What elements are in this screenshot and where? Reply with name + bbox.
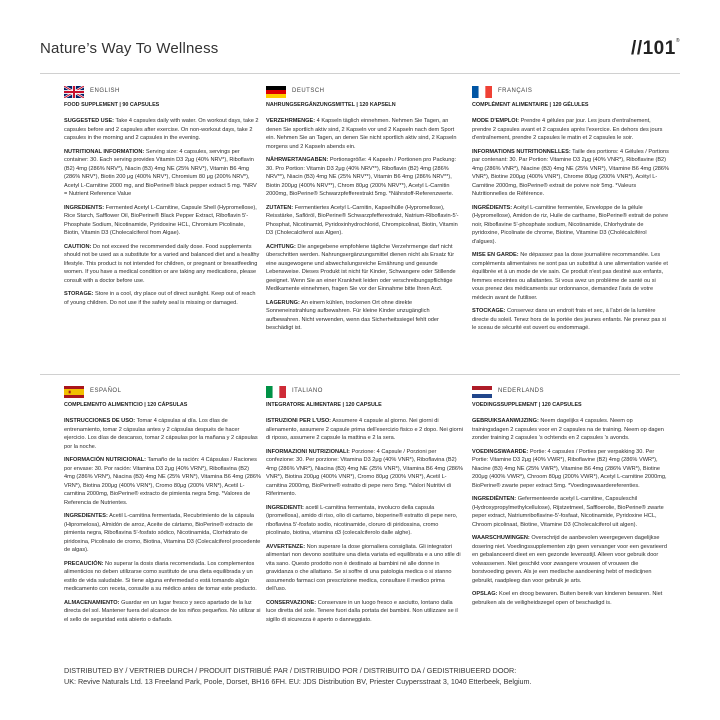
product-subtitle: COMPLÉMENT ALIMENTAIRE | 120 GÉLULES xyxy=(472,102,589,108)
paragraph-key: STOCKAGE: xyxy=(472,308,506,315)
product-subtitle: VOEDINGSSUPPLEMENT | 120 CAPSULES xyxy=(472,402,582,408)
spain-flag-icon xyxy=(64,386,84,398)
uk-flag-icon xyxy=(64,86,84,98)
ingredients-paragraph xyxy=(64,204,261,238)
top-divider xyxy=(40,73,680,74)
paragraph-key: INFORMATIONS NUTRITIONNELLES: xyxy=(472,148,571,155)
paragraph-key: WAARSCHUWINGEN: xyxy=(472,535,530,542)
paragraph-key: MODE D'EMPLOI: xyxy=(472,118,520,125)
italy-flag-icon xyxy=(266,386,286,398)
paragraph-text: Tamaño de la ración: 4 Cápsulas / Raciones por envase: 30. Por ración: Vitamina D3 2μg (40% VRN*), Riboflavina (B2) 4mg (286% VRN*), Niacina (B3) 4mg NE (25% VRN*), Vitamina B6 4mg (286% VRN*), Biotina 200μg (400% VRN*), Cromo 80μg (200% VRN*), Acetil L-carnitina 2000mg, BioPerine® extracto de pimienta negra 5mg. *Valores de Referencia de Nutrientes. xyxy=(64,457,261,506)
ingredients-paragraph xyxy=(266,204,463,238)
paragraph-text: Assumere 4 capsule al giorno. Nei giorni di allenamento, assumere 2 capsule prima dell'esercizio fisico e 2 dopo. Nei giorni di riposo, assumere 2 capsule la mattina e 2 la sera. xyxy=(266,418,463,442)
storage-paragraph xyxy=(266,599,463,625)
paragraph-text: Guardar en un lugar fresco y seco apartado de la luz directa del sol. Mantener fuera del alcance de los niños pequeños. No utilizar si el sello de seguridad está abierto o dañado. xyxy=(64,599,261,623)
language-name: ENGLISH xyxy=(90,88,120,95)
distributor-addresses: UK: Revive Naturals Ltd. 13 Freeland Park, Poole, Dorset, BH16 6FH. EU: JDS Distribution BV, Priester Cuypersstraat 3, 1040 Etterbeek, Belgium. xyxy=(64,677,532,687)
storage-paragraph xyxy=(64,599,261,625)
nutrition-paragraph xyxy=(472,448,669,491)
caution-paragraph xyxy=(64,243,261,286)
nutrition-paragraph xyxy=(64,148,261,199)
paragraph-text: Conservare in un luogo fresco e asciutto, lontano dalla luce diretta del sole. Tenere fuori dalla portata dei bambini. Non utilizzare se il sigillo di sicurezza è aperto o danneggiato. xyxy=(266,599,458,623)
section-espanol xyxy=(64,386,261,656)
paragraph-key: INSTRUCCIONES DE USO: xyxy=(64,418,136,425)
paragraph-key: ALMACENAMIENTO: xyxy=(64,599,120,606)
paragraph-key: VOEDINGSWAARDE: xyxy=(472,448,529,455)
paragraph-text: Gefermenteerde acetyl L-carnitine, Capsuleschil (Hydroxypropylmethylcellulose), Rijstzetmeel, Saffloerolie, BioPerine® zwarte peper extract, Natriumriboflavine-5'-fosfaat, Nicotinamide, Pyridoxine HCL, Chroom picolinaat, Biotine, Vitamine D3 (Cholecalciferol uit algen). xyxy=(472,496,664,528)
paragraph-key: STORAGE: xyxy=(64,291,94,298)
germany-flag-icon xyxy=(266,86,286,98)
paragraph-key: INGREDIËNTEN: xyxy=(472,496,517,503)
language-header xyxy=(472,86,669,98)
ingredients-paragraph xyxy=(64,512,261,555)
france-flag-icon xyxy=(472,86,492,98)
paragraph-text: Do not exceed the recommended daily dose. Food supplements should not be used as a substitute for a varied and balanced diet and a healthy lifestyle. This product is not intended for children, or pregnant or breastfeeding women. If you have a medical condition or are taking any medications, please consult with a doctor before use. xyxy=(64,243,260,284)
product-subtitle: NAHRUNGSERGÄNZUNGSMITTEL | 120 KAPSELN xyxy=(266,102,396,108)
nutrition-paragraph xyxy=(266,156,463,199)
suggested-use-paragraph xyxy=(472,117,669,143)
language-header xyxy=(266,386,463,398)
paragraph-key: INGREDIENTI: xyxy=(266,504,304,511)
paragraph-key: SUGGESTED USE: xyxy=(64,118,115,125)
paragraph-key: VERZEHRMENGE: xyxy=(266,118,316,125)
nutrition-paragraph xyxy=(266,448,463,499)
paragraph-key: INGREDIENTS: xyxy=(64,204,105,211)
paragraph-text: Non superare la dose giornaliera consigliata. Gli integratori alimentari non devono sostituire una dieta variata ed equilibrata e a uno stile di vita sano. Questo prodotto non è destinato ai bambini né alle donne in gravidanza o che allattano. Se si soffre di una patologia medica o si stanno assumendo farmaci con prescrizione medica, consultare il medico prima dell'uso. xyxy=(266,543,461,593)
paragraph-text: Store in a cool, dry place out of direct sunlight. Keep out of reach of young children. Do not use if the safety seal is missing or damaged. xyxy=(64,291,256,306)
middle-divider xyxy=(40,374,680,375)
netherlands-flag-icon xyxy=(472,386,492,398)
section-francais xyxy=(472,86,669,358)
paragraph-text: Ne dépassez pas la dose journalière recommandée. Les compléments alimentaires ne sont pas un substitut à une alimentation variée et équilibrée et à un mode de vie sain. Ce produit n'est pas destiné aux enfants, femmes enceintes ou allaitantes. Si vous avez un problème de santé ou si vous prenez des médicaments sur ordonnance, demandez l'avis de votre médecin avant de l'utiliser. xyxy=(472,252,668,301)
paragraph-text: Prendre 4 gélules par jour. Les jours d'entraînement, prendre 2 capsules avant et 2 capsules après l'exercice. En dehors des jours d'entraînement, prendre 2 capsules le matin et 2 capsules le soir. xyxy=(472,118,663,142)
paragraph-text: Fermented Acetyl L-Carnitine, Capsule Shell (Hypromellose), Rice Starch, Safflower Oil, BioPerine® Black Pepper Extract, Riboflavin 5'-Phosphate Sodium, Nicotinamide, Pyridoxine HCL, Chromium Picolinate, Biotin, Vitamin D3 (Cholecalciferol from Algae). xyxy=(64,204,257,237)
paragraph-text: Tomar 4 cápsulas al día. Los días de entrenamiento, tomar 2 cápsulas antes y 2 cápsulas después de hacer ejercicio. Los días de descanso, tomar 2 cápsulas por la mañana y 2 cápsulas por la noche. xyxy=(64,418,258,450)
ingredients-paragraph xyxy=(266,504,463,538)
suggested-use-paragraph xyxy=(266,117,463,151)
paragraph-text: Conservez dans un endroit frais et sec, à l'abri de la lumière directe du soleil. Tenez hors de la portée des jeunes enfants. Ne prenez pas si le sceau de sécurité est ouvert ou endommagé. xyxy=(472,308,666,332)
paragraph-text: Portie: 4 capsules / Porties per verpakking 30. Per Portie: Vitamine D3 2μg (40% VWR*), Riboflavine (B2) 4mg (286% VWR*), Niacine (B3) 4mg NE (25% VWR*), Vitamine B6 4mg (286% VWR*), Biotine 200μg (400% VWR*), Chroom 80μg (200% VWR*), Acetyl L-carnitine 2000mg, BioPerine® zwarte peper extract 5mg. *Voedingswaardereferenties. xyxy=(472,448,667,489)
distributor-heading: DISTRIBUTED BY / VERTRIEB DURCH / PRODUIT DISTRIBUÉ PAR / DISTRIBUIDO POR / DISTRIBUITO DA / GEDISTRIBUEERD DOOR: xyxy=(64,666,517,675)
paragraph-key: NÄHRWERTANGABEN: xyxy=(266,157,329,164)
paragraph-text: Serving size: 4 capsules, servings per container: 30. Each serving provides Vitamin D3 2μg (40% NRV*), Riboflavin (B2) 4mg (286% NRV*), Niacin (B3) 4mg NE (25% NRV*), Vitamin B6 4mg (286% NRV*), Biotin 200 μg (400% NRV*), Chromium 80 μg (200% NRV*), Acetyl L-Carnitine 2000 mg, and BioPerine® black pepper extract 5 mg. *NRV = Nutrient Reference Value xyxy=(64,148,257,198)
paragraph-text: An einem kühlen, trockenen Ort ohne direkte Sonneneinstrahlung aufbewahren. Für kleine Kinder unzugänglich aufbewahren. Nicht verwenden, wenn das Sicherheitssiegel fehlt oder beschädigt ist. xyxy=(266,299,439,332)
storage-paragraph xyxy=(472,590,669,607)
paragraph-key: CONSERVAZIONE: xyxy=(266,599,317,606)
paragraph-key: GEBRUIKSAANWIJZING: xyxy=(472,418,539,425)
brand-logo xyxy=(631,38,680,60)
language-name: DEUTSCH xyxy=(292,88,325,95)
paragraph-text: Acétyl L-carnitine fermentée, Enveloppe de la gélule (Hypromellose), Amidon de riz, Huile de carthame, BioPerine® extrait de poivre noir, Riboflavine 5'-phosphate sodium, Nicotinamide, Chlorhydrate de pyridoxine, Picolinate de chrome, Biotine, Vitamine D3 (Cholécalciférol d'algues). xyxy=(472,204,669,245)
paragraph-text: Portionsgröße: 4 Kapseln / Portionen pro Packung: 30. Pro Portion: Vitamin D3 2μg (40% NRV**), Riboflavin (B2) 4mg (286% NRV**), Niacin (B3) 4mg NE (25% NRV**), Vitamin B6 4mg (286% NRV**), Biotin 200μg (400% NRV**), Chrom 80μg (200% NRV**), Acetyl L-Carnitin 2000mg, BioPerine® Schwarzpfefferextrakt 5mg. *Nährstoff-Referenzwerte. xyxy=(266,157,457,198)
paragraph-key: ACHTUNG: xyxy=(266,243,296,250)
paragraph-key: CAUTION: xyxy=(64,243,92,250)
language-name: NEDERLANDS xyxy=(498,388,545,395)
storage-paragraph xyxy=(266,299,463,333)
registered-mark: ® xyxy=(675,38,680,44)
caution-paragraph xyxy=(472,251,669,302)
paragraph-text: Taille des portions: 4 Gélules / Portions par contenant: 30. Par Portion: Vitamine D3 2μg (40% VNR*), Riboflavine (B2) 4mg (286% VNR*), Niacine (B3) 4mg NE (25% VNR*), Vitamine B6 4mg (286% VNR*), Biotine 200μg (400% VNR*), Chrome 80μg (200% VNR*), Acétyl L-Carnitine 2000mg, BioPerine® extrait de poivre noir 5mg. *Valeurs Nutritionnelles de Référence. xyxy=(472,148,669,198)
nutrition-paragraph xyxy=(472,148,669,199)
section-nederlands xyxy=(472,386,669,656)
ingredients-paragraph xyxy=(472,204,669,247)
distributor-footer xyxy=(64,665,684,687)
paragraph-key: PRECAUCIÓN: xyxy=(64,560,104,567)
caution-paragraph xyxy=(472,534,669,585)
brand-logo-text: //101 xyxy=(631,38,676,59)
section-english xyxy=(64,86,261,358)
paragraph-text: acetil L-carnitina fermentata, involucro della capsula (ipromellosa), amido di riso, olio di cartamo, bioperine® estratto di pepe nero, riboflavina 5'-fosfato sodio, nicotinamide, cloruro di piridossina, cromo picolinato, biotina, vitamina d3 (colecalciferolo dalle alghe). xyxy=(266,504,458,537)
paragraph-text: Koel en droog bewaren. Buiten bereik van kinderen bewaren. Niet gebruiken als de veiligheidszegel open of beschadigd is. xyxy=(472,591,663,606)
suggested-use-paragraph xyxy=(472,417,669,443)
paragraph-key: INFORMAZIONI NUTRIZIONALI: xyxy=(266,448,350,455)
paragraph-text: Neem dagelijks 4 capsules. Neem op trainingsdagen 2 capsules voor en 2 capsules na de training. Neem op dagen zonder training 2 capsules 's ochtends en 2 capsules 's avonds. xyxy=(472,418,664,442)
product-subtitle: FOOD SUPPLEMENT | 90 CAPSULES xyxy=(64,102,160,108)
paragraph-key: INGREDIENTES: xyxy=(64,513,108,520)
page-title: Nature’s Way To Wellness xyxy=(40,40,219,57)
storage-paragraph xyxy=(64,290,261,307)
paragraph-text: Overschrijd de aanbevolen weergegeven dagelijkse dosering niet. Voedingssupplementen zijn geen vervanger voor een gevarieerd en gebalanceerd dieet en een gezonde levensstijl. Alleen voor gebruik door volwassenen. Niet geschikt voor zwangere vrouwen of vrouwen die borstvoeding geven. Als je een medische aandoening hebt of medicijnen gebruikt, raadpleeg dan voor gebruik je arts. xyxy=(472,535,667,584)
language-header xyxy=(64,86,261,98)
paragraph-key: AVVERTENZE: xyxy=(266,543,306,550)
suggested-use-paragraph xyxy=(266,417,463,443)
caution-paragraph xyxy=(266,243,463,294)
storage-paragraph xyxy=(472,307,669,333)
suggested-use-paragraph xyxy=(64,117,261,143)
caution-paragraph xyxy=(64,560,261,594)
paragraph-key: INFORMACIÓN NUTRICIONAL: xyxy=(64,457,147,464)
paragraph-key: ISTRUZIONI PER L'USO: xyxy=(266,418,332,425)
nutrition-paragraph xyxy=(64,456,261,507)
language-header xyxy=(64,386,261,398)
language-name: FRANÇAIS xyxy=(498,88,533,95)
product-subtitle: COMPLEMENTO ALIMENTICIO | 120 CÁPSULAS xyxy=(64,402,188,408)
section-deutsch xyxy=(266,86,463,358)
paragraph-key: MISE EN GARDE: xyxy=(472,252,519,259)
language-name: ESPAÑOL xyxy=(90,388,122,395)
paragraph-key: LAGERUNG: xyxy=(266,299,300,306)
language-name: ITALIANO xyxy=(292,388,323,395)
paragraph-text: Fermentiertes Acetyl L-Carnitin, Kapselhülle (Hypromellose), Reisstärke, Saflöröl, BioPerine® Schwarzpfefferextrakt, Natrium-Riboflavin-5'-Phosphat, Nicotinamid, Pyridoxinhydrochlorid, Chrompicolinat, Biotin, Vitamin D3 (Cholecalciferol aus Algen). xyxy=(266,204,459,237)
paragraph-text: No superar la dosis diaria recomendada. Los complementos alimenticios no deben utilizarse como sustituto de una dieta equilibrada y un estilo de vida saludable. Si tiene alguna enfermedad o está tomando algún medicamento con receta, consulte a su médico antes de tomar este producto. xyxy=(64,560,257,593)
paragraph-text: 4 Kapseln täglich einnehmen. Nehmen Sie Tagen, an denen Sie sportlich aktiv sind, 2 Kapseln vor und 2 Kapseln nach dem Sport ein. Nehmen Sie an Tagen, an denen Sie nicht sportlich aktiv sind, 2 Kapseln morgens und 2 Kapseln abends ein. xyxy=(266,118,457,150)
suggested-use-paragraph xyxy=(64,417,261,451)
paragraph-key: ZUTATEN: xyxy=(266,204,294,211)
paragraph-key: OPSLAG: xyxy=(472,591,498,598)
paragraph-text: Porzione: 4 Capsule / Porzioni per confezione: 30. Per porzione: Vitamina D3 2μg (40% VNR*), Riboflavina (B2) 4mg (286% VNR*), Niacina (B3) 4mg NE (25% VNR*), Vitamina B6 4mg (286% VNR*), Biotina 200μg (400% VNR*), Cromo 80μg (200% VNR*), Acetil L-carnitina 2000mg, BioPerine® estratto di pepe nero 5mg. *Valori Nutritivi di Riferimento. xyxy=(266,448,463,498)
section-italiano xyxy=(266,386,463,656)
language-header xyxy=(472,386,669,398)
ingredients-paragraph xyxy=(472,495,669,529)
paragraph-text: Die angegebene empfohlene tägliche Verzehrmenge darf nicht überschritten werden. Nahrungsergänzungsmittel dienen nicht als Ersatz für eine ausgewogene und abwechslungsreiche Ernährung und gesunde Lebensweise. Dieses Produkt ist nicht für Kinder, Schwangere oder Stillende geeignet. Wenn Sie an einer Krankheit leiden oder verschreibungspflichtige Medikamente einnehmen, fragen Sie vor der Einnahme bitte Ihren Arzt. xyxy=(266,243,456,293)
language-header xyxy=(266,86,463,98)
header xyxy=(40,38,680,68)
caution-paragraph xyxy=(266,543,463,594)
paragraph-key: NUTRITIONAL INFORMATION: xyxy=(64,148,145,155)
paragraph-key: INGRÉDIENTS: xyxy=(472,204,513,211)
paragraph-text: Acetil L-carnitina fermentada, Recubrimiento de la cápsula (Hipromelosa), Almidón de arroz, Aceite de cártamo, BioPerine® extracto de pimienta negra, Riboflavina 5'-fosfato sódico, Nicotinamida, Clorhidrato de piridoxina, Picolinato de cromo, Biotina, Vitamina D3 (Colecalciferol procedente de algas). xyxy=(64,513,261,554)
paragraph-text: Take 4 capsules daily with water. On workout days, take 2 capsules before and 2 capsules after exercise. On non-workout days, take 2 capsules in the morning and 2 capsules in the evening. xyxy=(64,118,259,142)
product-subtitle: INTEGRATORE ALIMENTARE | 120 CAPSULE xyxy=(266,402,382,408)
